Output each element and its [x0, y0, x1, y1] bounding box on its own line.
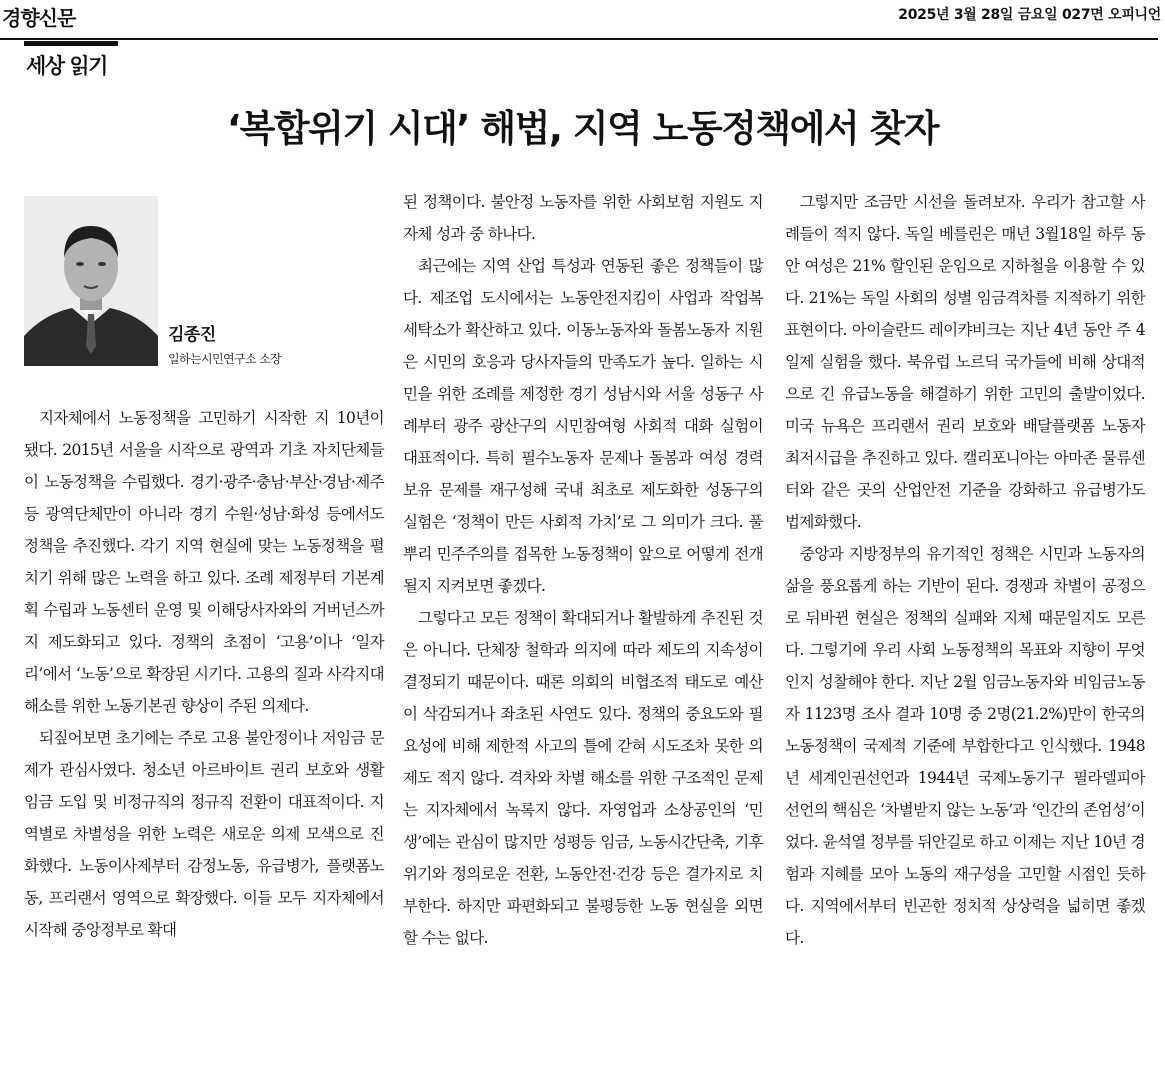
newspaper-name: 경향신문	[2, 6, 76, 30]
author-affiliation: 일하는시민연구소 소장	[168, 352, 282, 366]
author-name: 김종진	[168, 325, 216, 345]
paragraph: 그렇지만 조금만 시선을 돌려보자. 우리가 참고할 사례들이 적지 않다. 독일 베를린은 매년 3월18일 하루 동안 여성은 21% 할인된 운임으로 지하철을 이용할 수 있다. 21%는 독일 사회의 성별 임금격차를 지적하기 위한 표현이다. 아이슬란드 레이캬비크는 지난 4년 동안 주 4일제 실험을 했다. 북유럽 노르딕 국가들에 비해 상대적으로 긴 유급노동을 해결하기 위한 고민의 출발이었다. 미국 뉴욕은 프리랜서 권리 보호와 배달플랫폼 노동자 최저시급을 추진하고 있다. 캘리포니아는 아마존 물류센터와 같은 곳의 산업안전 기준을 강화하고 유급병가도 법제화했다.	[785, 193, 1145, 531]
author-portrait-image	[24, 196, 158, 366]
masthead	[0, 0, 1165, 40]
article-headline: ‘복합위기 시대’ 해법, 지역 노동정책에서 찾자	[227, 107, 938, 150]
article-column-3	[785, 186, 1145, 954]
paragraph: 되짚어보면 초기에는 주로 고용 불안정이나 저임금 문제가 관심사였다. 청소년 아르바이트 권리 보호와 생활임금 도입 및 비정규직의 정규직 전환이 대표적이다. 지역별로 차별성을 위한 노력은 새로운 의제 모색으로 진화했다. 노동이사제부터 감정노동, 유급병가, 플랫폼노동, 프리랜서 영역으로 확장했다. 이들 모두 지자체에서 시작해 중앙정부로 확대	[24, 729, 384, 939]
paragraph: 최근에는 지역 산업 특성과 연동된 좋은 정책들이 많다. 제조업 도시에서는 노동안전지킴이 사업과 작업복 세탁소가 확산하고 있다. 이동노동자와 돌봄노동자 지원은 시민의 호응과 당사자들의 만족도가 높다. 일하는 시민을 위한 조례를 제정한 경기 성남시와 서울 성동구 사례부터 광주 광산구의 시민참여형 사회적 대화 실험이 대표적이다. 특히 필수노동자 문제나 돌봄과 여성 경력보유 문제를 재구성해 국내 최초로 제도화한 성동구의 실험은 ‘정책이 만든 사회적 가치’로 그 의미가 크다. 풀뿌리 민주주의를 접목한 노동정책이 앞으로 어떻게 전개될지 지켜보면 좋겠다.	[403, 257, 763, 595]
article-column-2	[403, 186, 763, 954]
paragraph: 된 정책이다. 불안정 노동자를 위한 사회보험 지원도 지자체 성과 중 하나다.	[403, 193, 763, 243]
issue-date-page-info: 2025년 3월 28일 금요일 027면 오피니언	[898, 7, 1161, 23]
top-divider	[0, 38, 1158, 40]
paragraph: 지자체에서 노동정책을 고민하기 시작한 지 10년이 됐다. 2015년 서울을 시작으로 광역과 기초 자치단체들이 노동정책을 수립했다. 경기·광주·충남·부산·경남·제주 등 광역단체만이 아니라 경기 수원·성남·화성 등에서도 정책을 추진했다. 각기 지역 현실에 맞는 노동정책을 펼치기 위해 많은 노력을 하고 있다. 조례 제정부터 기본계획 수립과 노동센터 운영 및 이해당사자와의 거버넌스까지 제도화되고 있다. 정책의 초점이 ‘고용’이나 ‘일자리’에서 ‘노동’으로 확장된 시기다. 고용의 질과 사각지대 해소를 위한 노동기본권 향상이 주된 의제다.	[24, 409, 384, 715]
author-photo	[24, 196, 158, 366]
paragraph: 중앙과 지방정부의 유기적인 정책은 시민과 노동자의 삶을 풍요롭게 하는 기반이 된다. 경쟁과 차별이 공정으로 뒤바뀐 현실은 정책의 실패와 지체 때문일지도 모른다. 그렇기에 우리 사회 노동정책의 목표와 지향이 무엇인지 성찰해야 한다. 지난 2월 임금노동자와 비임금노동자 1123명 조사 결과 10명 중 2명(21.2%)만이 한국의 노동정책이 국제적 기준에 부합한다고 인식했다. 1948년 세계인권선언과 1944년 국제노동기구 필라델피아 선언의 핵심은 ‘차별받지 않는 노동’과 ‘인간의 존엄성’이었다. 윤석열 정부를 뒤안길로 하고 이제는 지난 10년 경험과 지혜를 모아 노동의 재구성을 고민할 시점인 듯하다. 지역에서부터 빈곤한 정치적 상상력을 넓히면 좋겠다.	[785, 545, 1145, 947]
article-column-1	[24, 402, 384, 946]
section-accent-bar	[24, 41, 118, 46]
section-label: 세상 읽기	[26, 54, 107, 78]
paragraph: 그렇다고 모든 정책이 확대되거나 활발하게 추진된 것은 아니다. 단체장 철학과 의지에 따라 제도의 지속성이 결정되기 때문이다. 때론 의회의 비협조적 태도로 예산이 삭감되거나 좌초된 사연도 있다. 정책의 중요도와 필요성에 비해 제한적 사고의 틀에 갇혀 시도조차 못한 의제도 적지 않다. 격차와 차별 해소를 위한 구조적인 문제는 지자체에서 녹록지 않다. 자영업과 소상공인의 ‘민생’에는 관심이 많지만 성평등 임금, 노동시간단축, 기후위기와 정의로운 전환, 노동안전·건강 등은 결가지로 치부한다. 하지만 파편화되고 불평등한 노동 현실을 외면할 수는 없다.	[403, 609, 763, 947]
